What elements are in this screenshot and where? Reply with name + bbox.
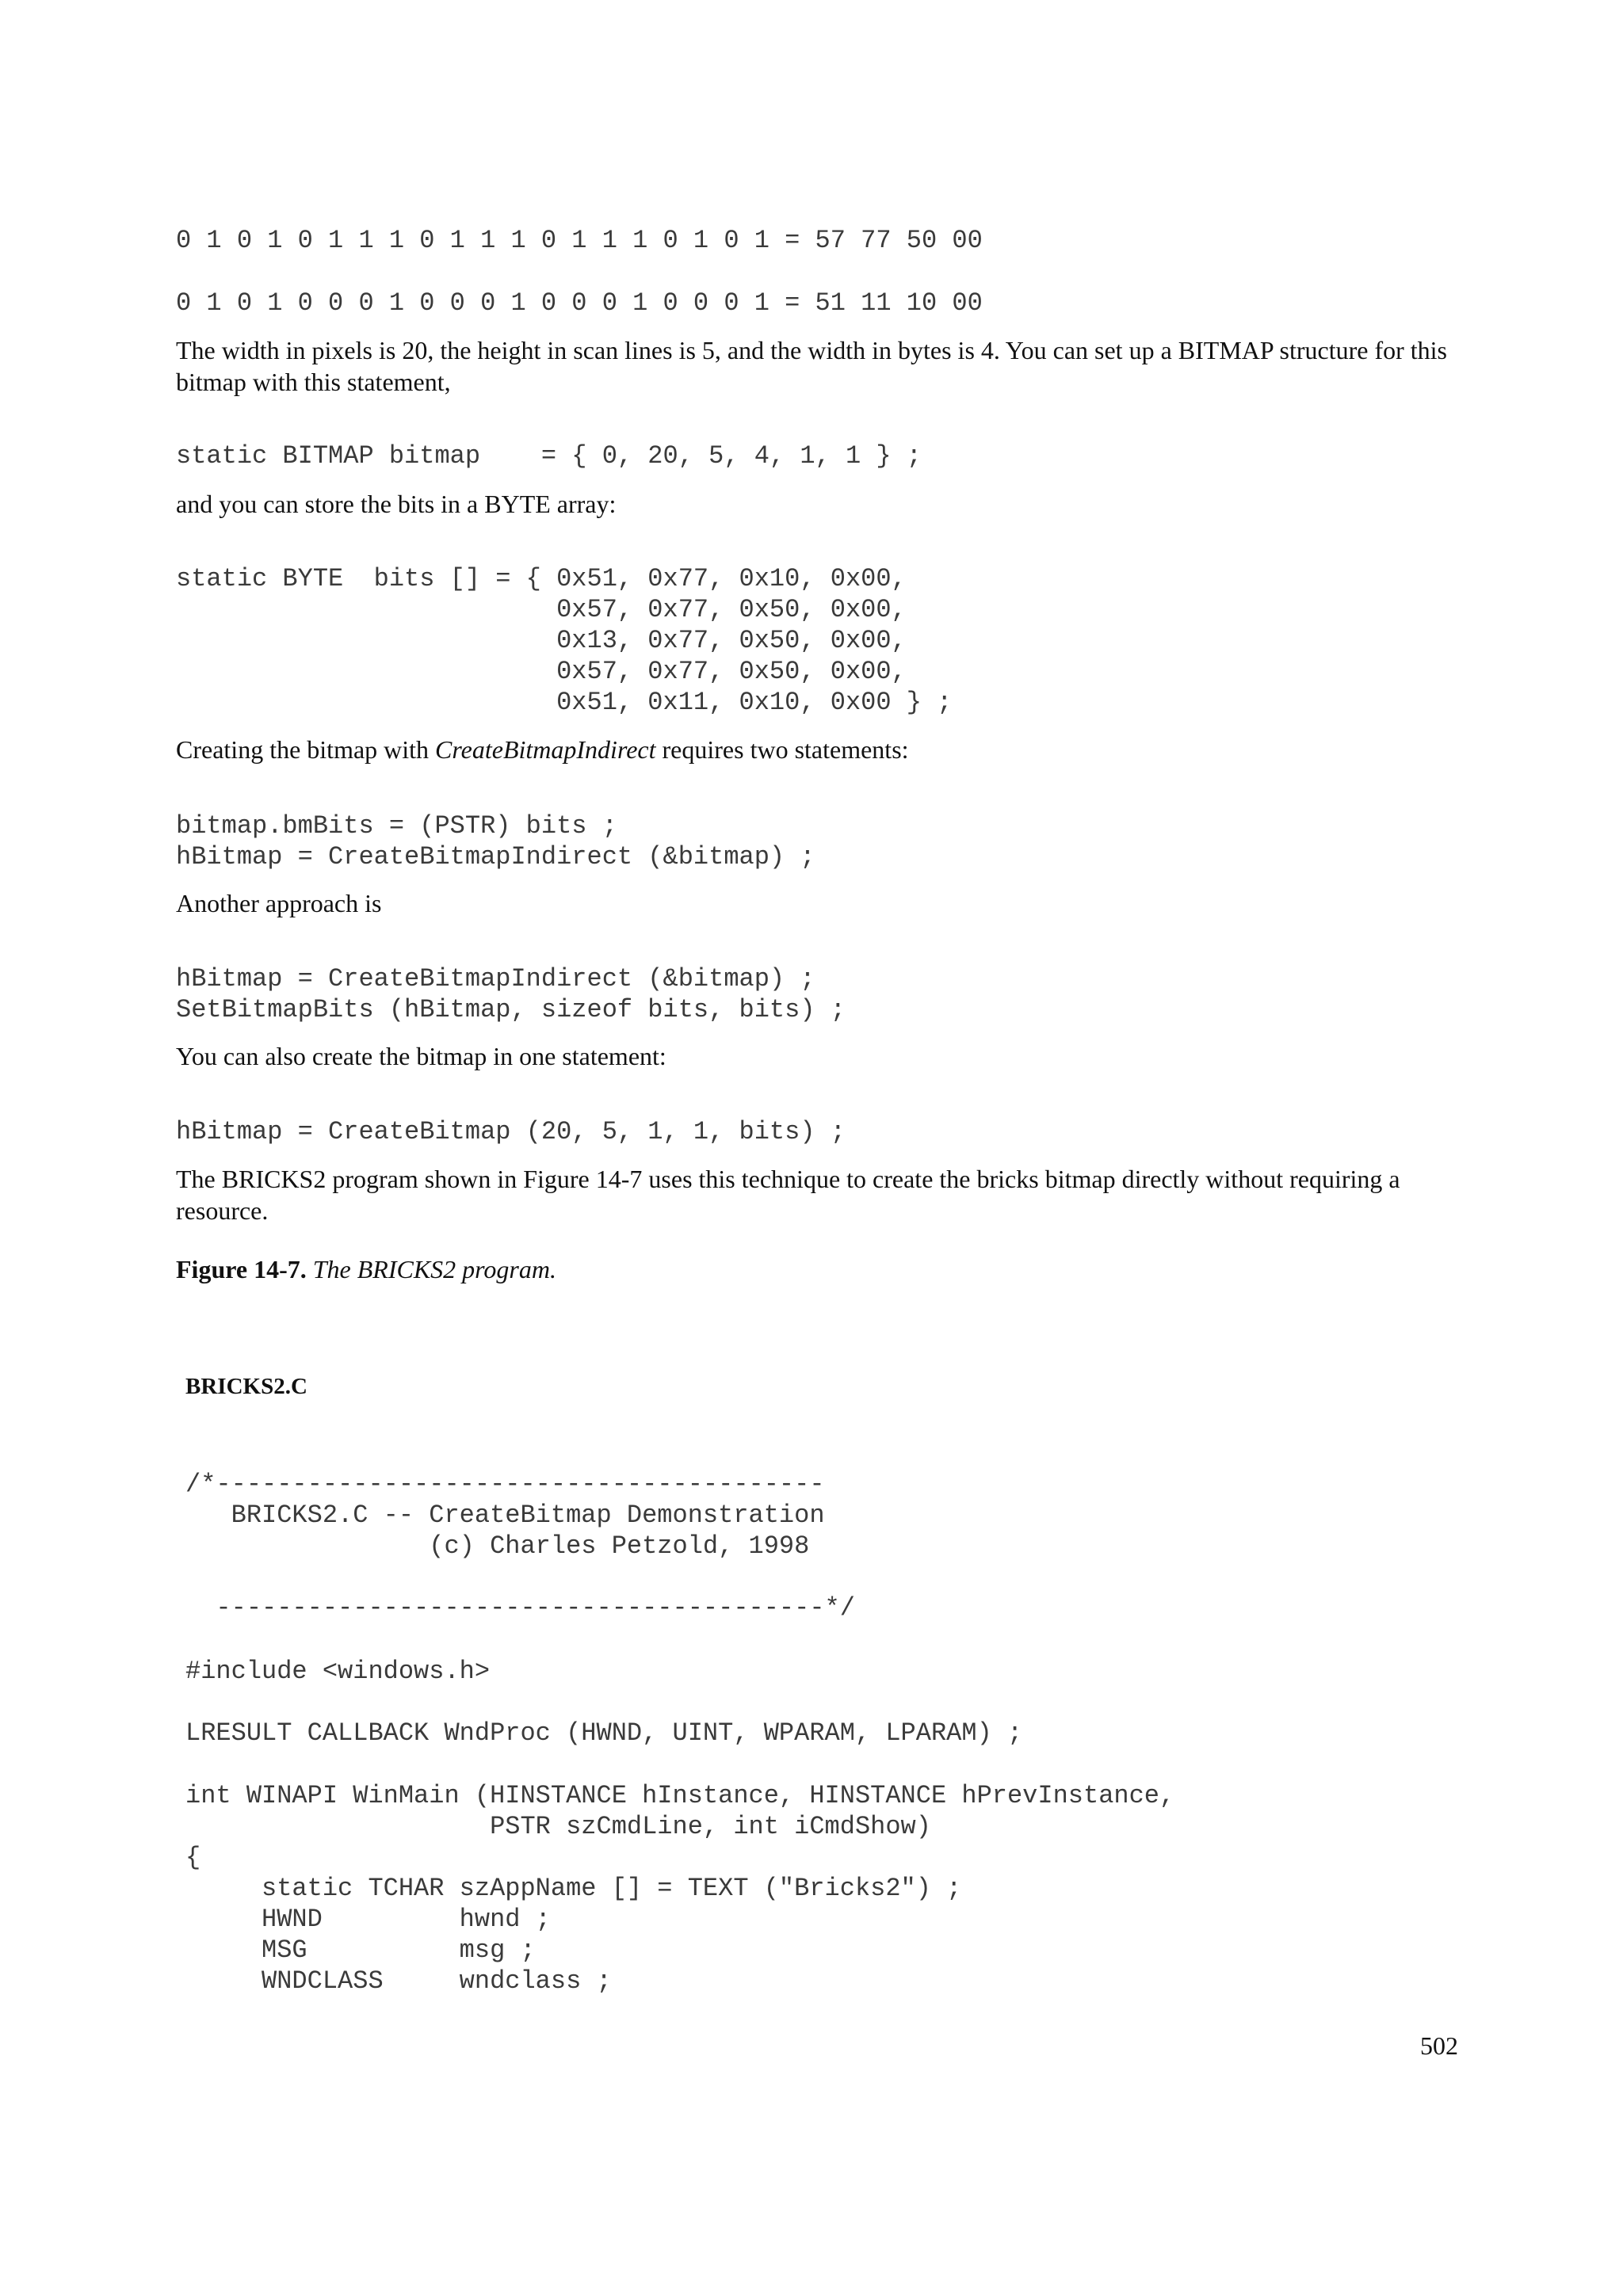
figure-caption-title: The BRICKS2 program. bbox=[306, 1255, 556, 1283]
code-setbitmapbits: hBitmap = CreateBitmapIndirect (&bitmap) ; SetBitmapBits (hBitmap, sizeof bits, bits) ; bbox=[176, 964, 846, 1024]
paragraph-bitmap-dimensions: The width in pixels is 20, the height in scan lines is 5, and the width in bytes is 4. You can set up a BITMAP structure for this bitmap with this statement, bbox=[176, 336, 1447, 396]
paragraph-create-indirect-lead: Creating the bitmap with bbox=[176, 735, 436, 764]
function-name-createbitmapindirect: CreateBitmapIndirect bbox=[435, 735, 656, 764]
code-bitmap-struct: static BITMAP bitmap = { 0, 20, 5, 4, 1, 1 } ; bbox=[176, 441, 922, 471]
code-bits-array: static BYTE bits [] = { 0x51, 0x77, 0x10, 0x00, 0x57, 0x77, 0x50, 0x00, 0x13, 0x77, 0x50, 0x00, 0x57, 0x77, 0x50, 0x00, 0x51, 0x11, 0x10, 0x00 } ; bbox=[176, 564, 953, 717]
page-number: 502 bbox=[1420, 2031, 1458, 2060]
paragraph-bricks2-intro: The BRICKS2 program shown in Figure 14-7 uses this technique to create the bricks bitmap directly without requiring a resource. bbox=[176, 1165, 1400, 1225]
figure-caption-label: Figure 14-7. bbox=[176, 1255, 307, 1283]
bit-row-2: 0 1 0 1 0 0 0 1 0 0 0 1 0 0 0 1 0 0 0 1 = 51 11 10 00 bbox=[176, 288, 983, 318]
bit-row-1: 0 1 0 1 0 1 1 1 0 1 1 1 0 1 1 1 0 1 0 1 = 57 77 50 00 bbox=[176, 226, 983, 255]
listing-header-comment: /*---------------------------------------- BRICKS2.C -- CreateBitmap Demonstration (c) Charles Petzold, 1998 ----------------------------------------*/ bbox=[185, 1470, 855, 1623]
paragraph-another-approach: Another approach is bbox=[176, 889, 382, 917]
listing-wndproc-prototype: LRESULT CALLBACK WndProc (HWND, UINT, WPARAM, LPARAM) ; bbox=[185, 1718, 1023, 1748]
paragraph-create-indirect bbox=[176, 734, 1476, 765]
code-create-bitmap: hBitmap = CreateBitmap (20, 5, 1, 1, bits) ; bbox=[176, 1117, 846, 1146]
figure-caption bbox=[176, 1253, 1476, 1285]
listing-include: #include <windows.h> bbox=[185, 1657, 491, 1686]
paragraph-byte-array: and you can store the bits in a BYTE array: bbox=[176, 490, 617, 518]
code-create-indirect: bitmap.bmBits = (PSTR) bits ; hBitmap = CreateBitmapIndirect (&bitmap) ; bbox=[176, 811, 815, 871]
listing-winmain: int WINAPI WinMain (HINSTANCE hInstance, HINSTANCE hPrevInstance, PSTR szCmdLine, int iCmdShow) { static TCHAR szAppName [] = TEXT ("Bricks2") ; HWND hwnd ; MSG msg ; WNDCLASS wndclass ; bbox=[185, 1781, 1175, 1996]
paragraph-create-indirect-tail: requires two statements: bbox=[655, 735, 909, 764]
paragraph-one-statement: You can also create the bitmap in one statement: bbox=[176, 1042, 666, 1070]
listing-title: BRICKS2.C bbox=[185, 1374, 307, 1399]
